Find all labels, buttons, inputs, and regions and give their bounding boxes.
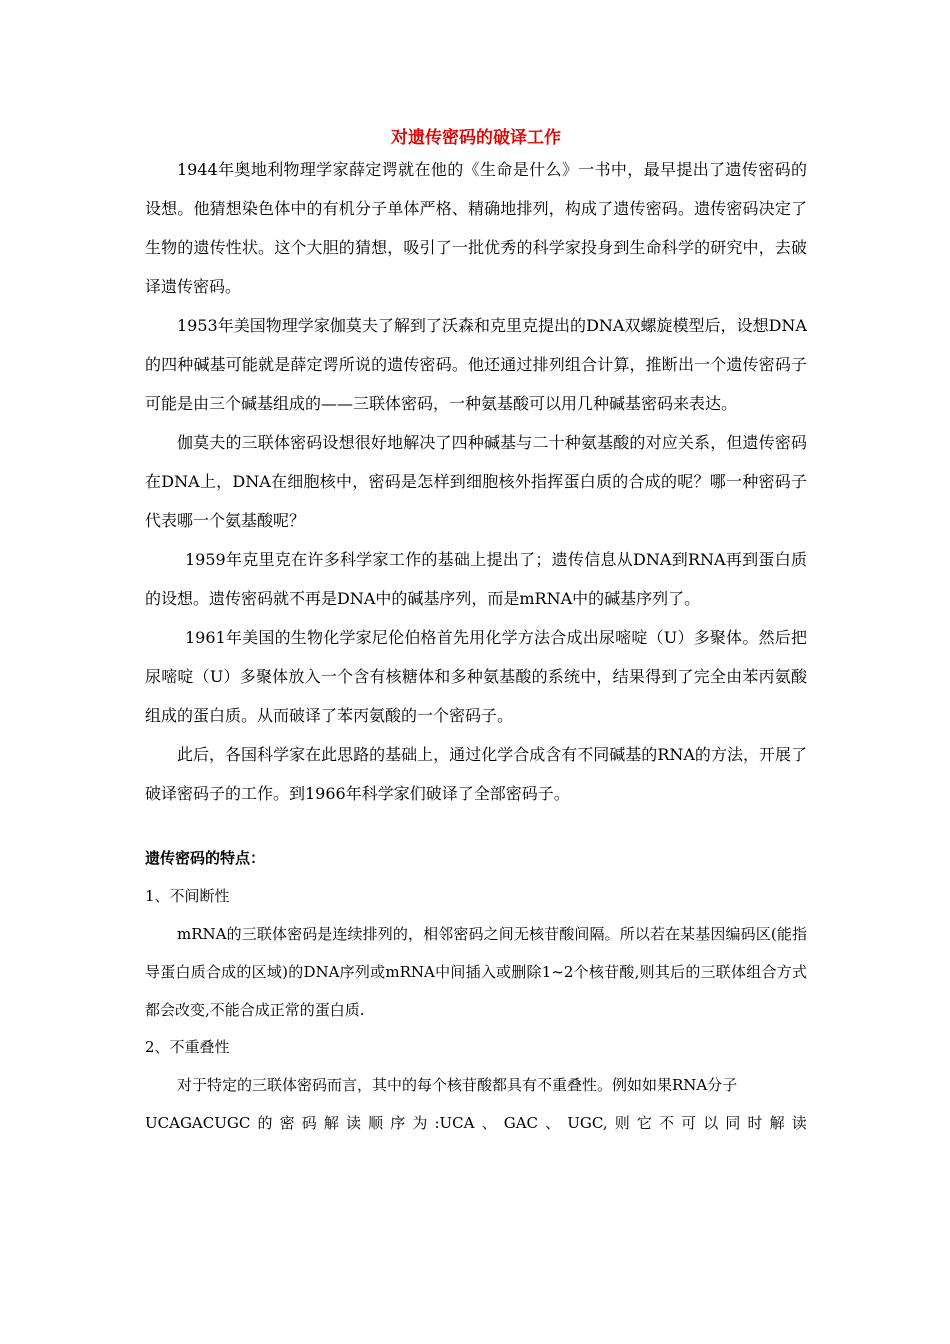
spread-token: 、 (545, 1114, 561, 1132)
spread-token: GAC (503, 1114, 539, 1132)
feature-2-last-line (145, 1104, 807, 1142)
spread-token: 读 (791, 1114, 807, 1132)
spread-token: 它 (636, 1114, 652, 1132)
document-title: 对遗传密码的破译工作 (391, 128, 561, 148)
feature-1-heading: 1、不间断性 (145, 887, 230, 905)
features-heading: 遗传密码的特点： (145, 849, 266, 867)
spread-token: 、 (481, 1114, 497, 1132)
paragraph-schrodinger: 1944年奥地利物理学家薛定谔就在他的《生命是什么》一书中，最早提出了遗传密码的设想。他猜想染色体中的有机分子单体严格、精确地排列，构成了遗传密码。遗传密码决定了生物的遗传性状。这个大胆的猜想，吸引了一批优秀的科学家投身到生命科学的研究中，去破译遗传密码。 (145, 160, 807, 296)
spread-token: 码 (301, 1114, 317, 1132)
spread-token: 的 (257, 1114, 273, 1132)
paragraph-triplet: 伽莫夫的三联体密码设想很好地解决了四种碱基与二十种氨基酸的对应关系，但遗传密码在DNA上，DNA在细胞核中，密码是怎样到细胞核外指挥蛋白质的合成的呢？哪一种密码子代表哪一个氨基酸呢？ (145, 433, 807, 530)
spread-token: 密 (279, 1114, 295, 1132)
spread-token: 以 (703, 1114, 719, 1132)
paragraph-nirenberg: 1961年美国的生物化学家尼伦伯格首先用化学方法合成出尿嘧啶（U）多聚体。然后把尿嘧啶（U）多聚体放入一个含有核糖体和多种氨基酸的系统中，结果得到了完全由苯丙氨酸组成的蛋白质。从而破译了苯丙氨酸的一个密码子。 (145, 628, 807, 725)
spread-token: 解 (769, 1114, 785, 1132)
feature-1-text: mRNA的三联体密码是连续排列的，相邻密码之间无核苷酸间隔。所以若在某基因编码区(能指导蛋白质合成的区域)的DNA序列或mRNA中间插入或删除1~2个核苷酸,则其后的三联体组合方式都会改变,不能合成正常的蛋白质. (145, 925, 807, 1019)
document-page (145, 122, 807, 1142)
spread-token: 解 (323, 1114, 339, 1132)
paragraph-crick: 1959年克里克在许多科学家工作的基础上提出了；遗传信息从DNA到RNA再到蛋白质的设想。遗传密码就不再是DNA中的碱基序列，而是mRNA中的碱基序列了。 (145, 550, 807, 608)
spread-token: :UCA (434, 1114, 475, 1132)
paragraph-1966: 此后，各国科学家在此思路的基础上，通过化学合成含有不同碱基的RNA的方法，开展了破译密码子的工作。到1966年科学家们破译了全部密码子。 (145, 745, 807, 803)
paragraph-gamow: 1953年美国物理学家伽莫夫了解到了沃森和克里克提出的DNA双螺旋模型后，设想DNA的四种碱基可能就是薛定谔所说的遗传密码。他还通过排列组合计算，推断出一个遗传密码子可能是由三个碱基组成的——三联体密码，一种氨基酸可以用几种碱基密码来表达。 (145, 316, 807, 413)
spread-token: 读 (345, 1114, 361, 1132)
spread-token: UCAGACUGC (145, 1114, 251, 1132)
spread-token: 同 (725, 1114, 741, 1132)
spread-token: 时 (747, 1114, 763, 1132)
spread-token: 序 (390, 1114, 406, 1132)
spread-token: 为 (412, 1114, 428, 1132)
spread-token: 可 (681, 1114, 697, 1132)
feature-2-heading: 2、不重叠性 (145, 1038, 230, 1056)
spread-token: UGC, (567, 1114, 608, 1132)
spread-token: 则 (614, 1114, 630, 1132)
spread-token: 不 (658, 1114, 674, 1132)
feature-2-text: 对于特定的三联体密码而言，其中的每个核苷酸都具有不重叠性。例如如果RNA分子 (177, 1076, 738, 1094)
spread-token: 顺 (368, 1114, 384, 1132)
